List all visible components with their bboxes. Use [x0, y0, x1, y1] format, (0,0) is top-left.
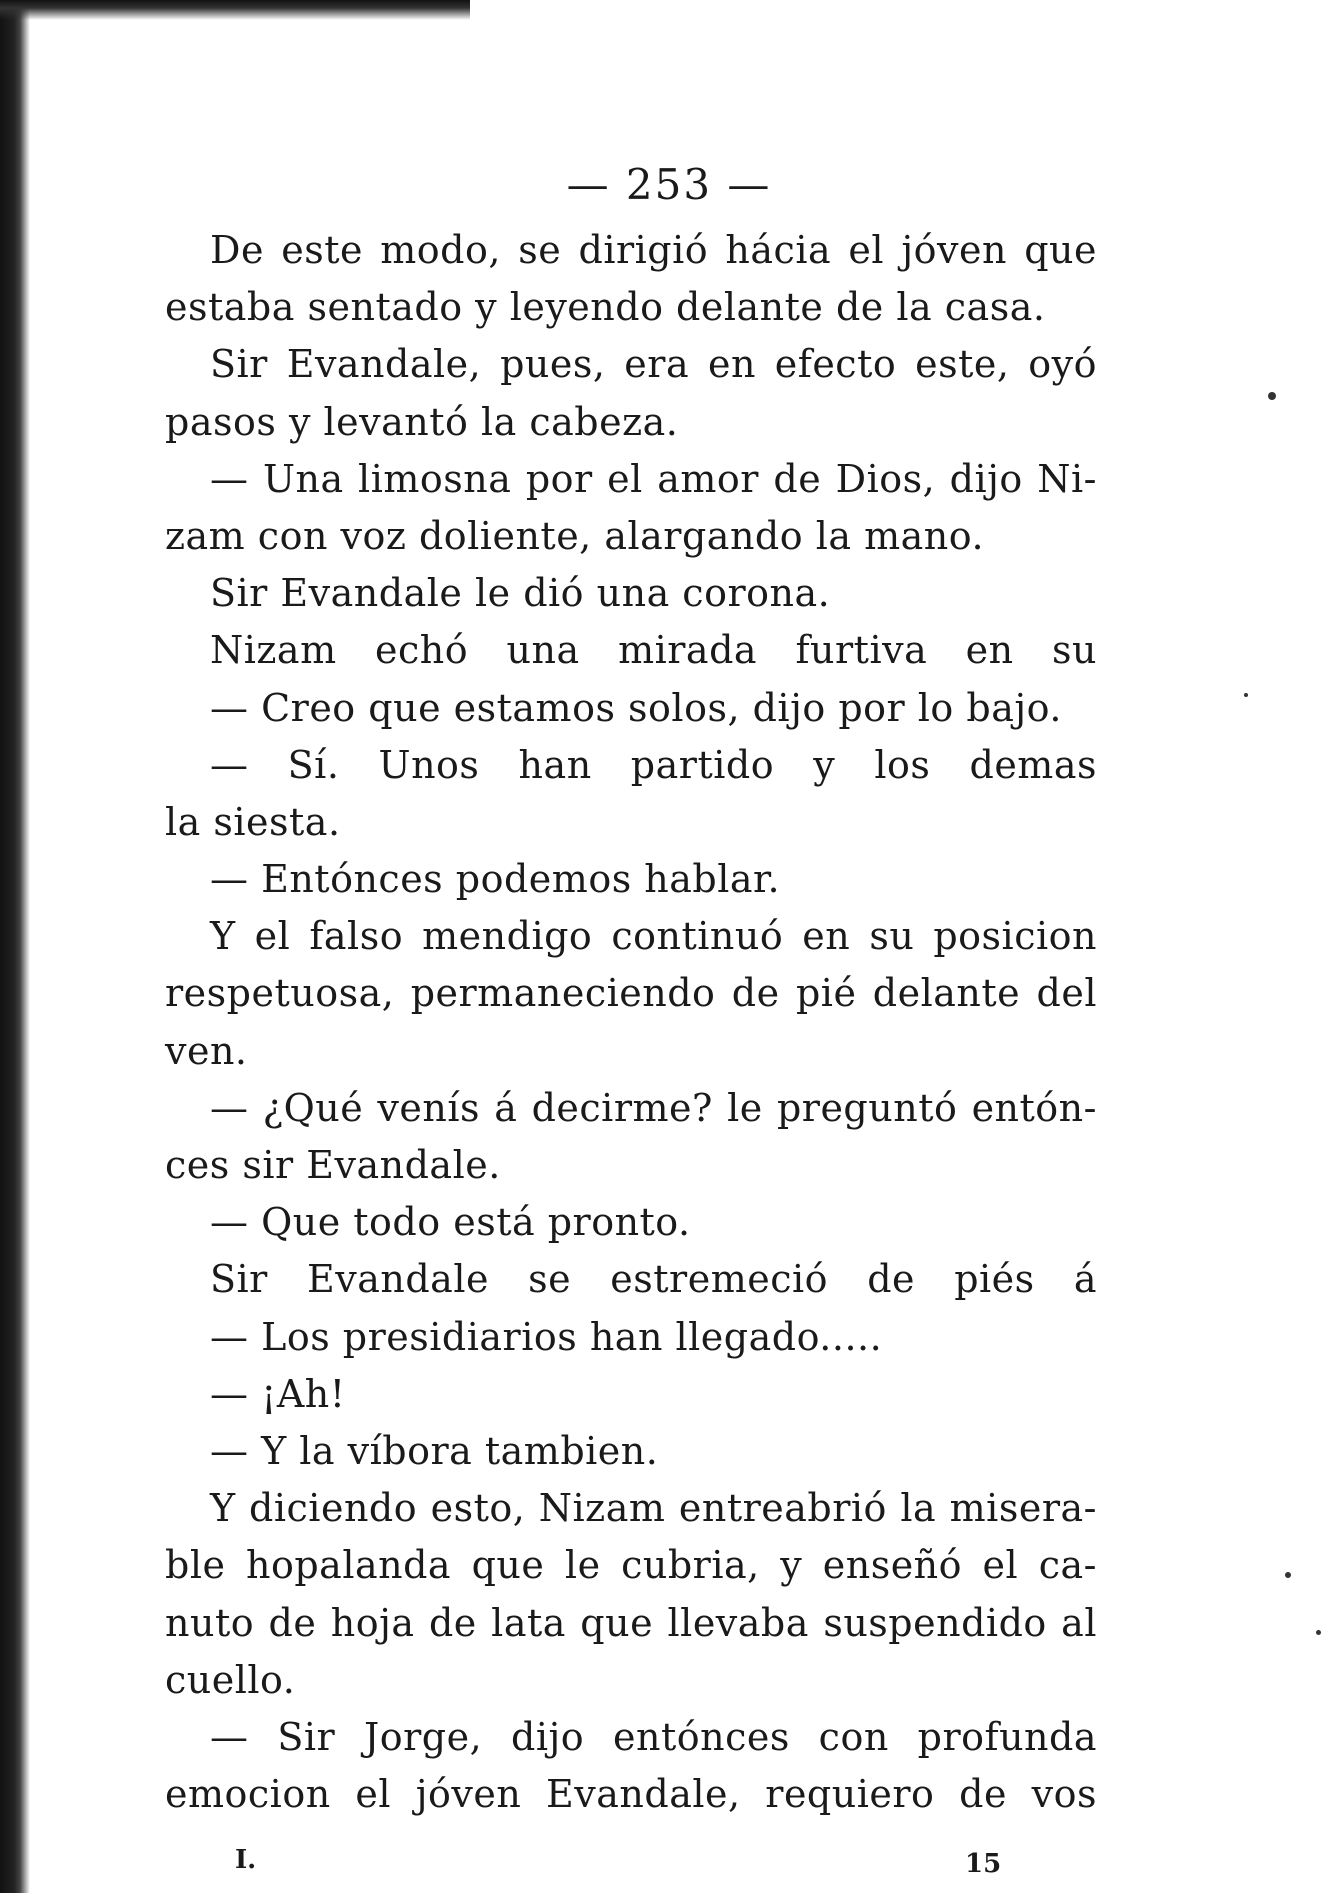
text-line: — Una limosna por el amor de Dios, dijo Ni-	[210, 456, 1097, 501]
text-line: pasos y levantó la cabeza.	[165, 399, 679, 444]
text-line: zam con voz doliente, alargando la mano.	[165, 513, 985, 558]
text-line: cuello.	[165, 1657, 296, 1702]
text-line: Nizam echó una mirada furtiva en su	[210, 628, 1097, 673]
ink-speck	[1316, 1630, 1321, 1635]
binding-edge	[0, 0, 30, 1893]
text-line: emocion el jóven Evandale, requiero de vos	[165, 1772, 1097, 1817]
text-line: Sir Evandale se estremeció de piés á	[210, 1257, 1097, 1302]
text-line: — ¡Ah!	[210, 1371, 346, 1416]
text-line: respetuosa, permaneciendo de pié delante del	[165, 971, 1097, 1016]
text-line: estaba sentado y leyendo delante de la casa.	[165, 285, 1046, 330]
text-line: Y el falso mendigo continuó en su posicion	[210, 914, 1097, 959]
text-line: la siesta.	[165, 799, 341, 844]
text-line: — Y la víbora tambien.	[210, 1428, 659, 1473]
text-line: — Los presidiarios han llegado.....	[210, 1314, 883, 1359]
text-line: — Sir Jorge, dijo entónces con profunda	[210, 1714, 1097, 1759]
ink-speck	[1244, 693, 1248, 697]
text-line: ble hopalanda que le cubria, y enseñó el ca-	[165, 1543, 1097, 1588]
text-line: — Entónces podemos hablar.	[210, 857, 781, 902]
text-line: — Creo que estamos solos, dijo por lo bajo.	[210, 685, 1062, 730]
text-line: nuto de hoja de lata que llevaba suspendido al	[165, 1600, 1097, 1645]
text-line: Y diciendo esto, Nizam entreabrió la misera-	[210, 1486, 1097, 1531]
ink-speck	[1268, 392, 1276, 400]
text-line: Sir Evandale le dió una corona.	[210, 571, 831, 616]
text-line: — Que todo está pronto.	[210, 1200, 691, 1245]
text-line: Sir Evandale, pues, era en efecto este, oyó	[210, 342, 1097, 387]
ink-speck	[1285, 1572, 1291, 1578]
sheet-number: 15	[965, 1849, 1002, 1879]
top-edge-shadow	[0, 0, 470, 20]
text-line: — Sí. Unos han partido y los demas	[210, 742, 1097, 787]
text-line: ven.	[165, 1028, 248, 1073]
page-number: — 253 —	[566, 160, 772, 209]
body-text	[165, 222, 1097, 1823]
text-line: ces sir Evandale.	[165, 1143, 501, 1187]
signature-mark: I.	[235, 1845, 257, 1875]
page-footer	[0, 1845, 1338, 1885]
text-line: De este modo, se dirigió hácia el jóven que	[210, 228, 1097, 272]
text-line: — ¿Qué venís á decirme? le preguntó entón-	[210, 1085, 1097, 1130]
